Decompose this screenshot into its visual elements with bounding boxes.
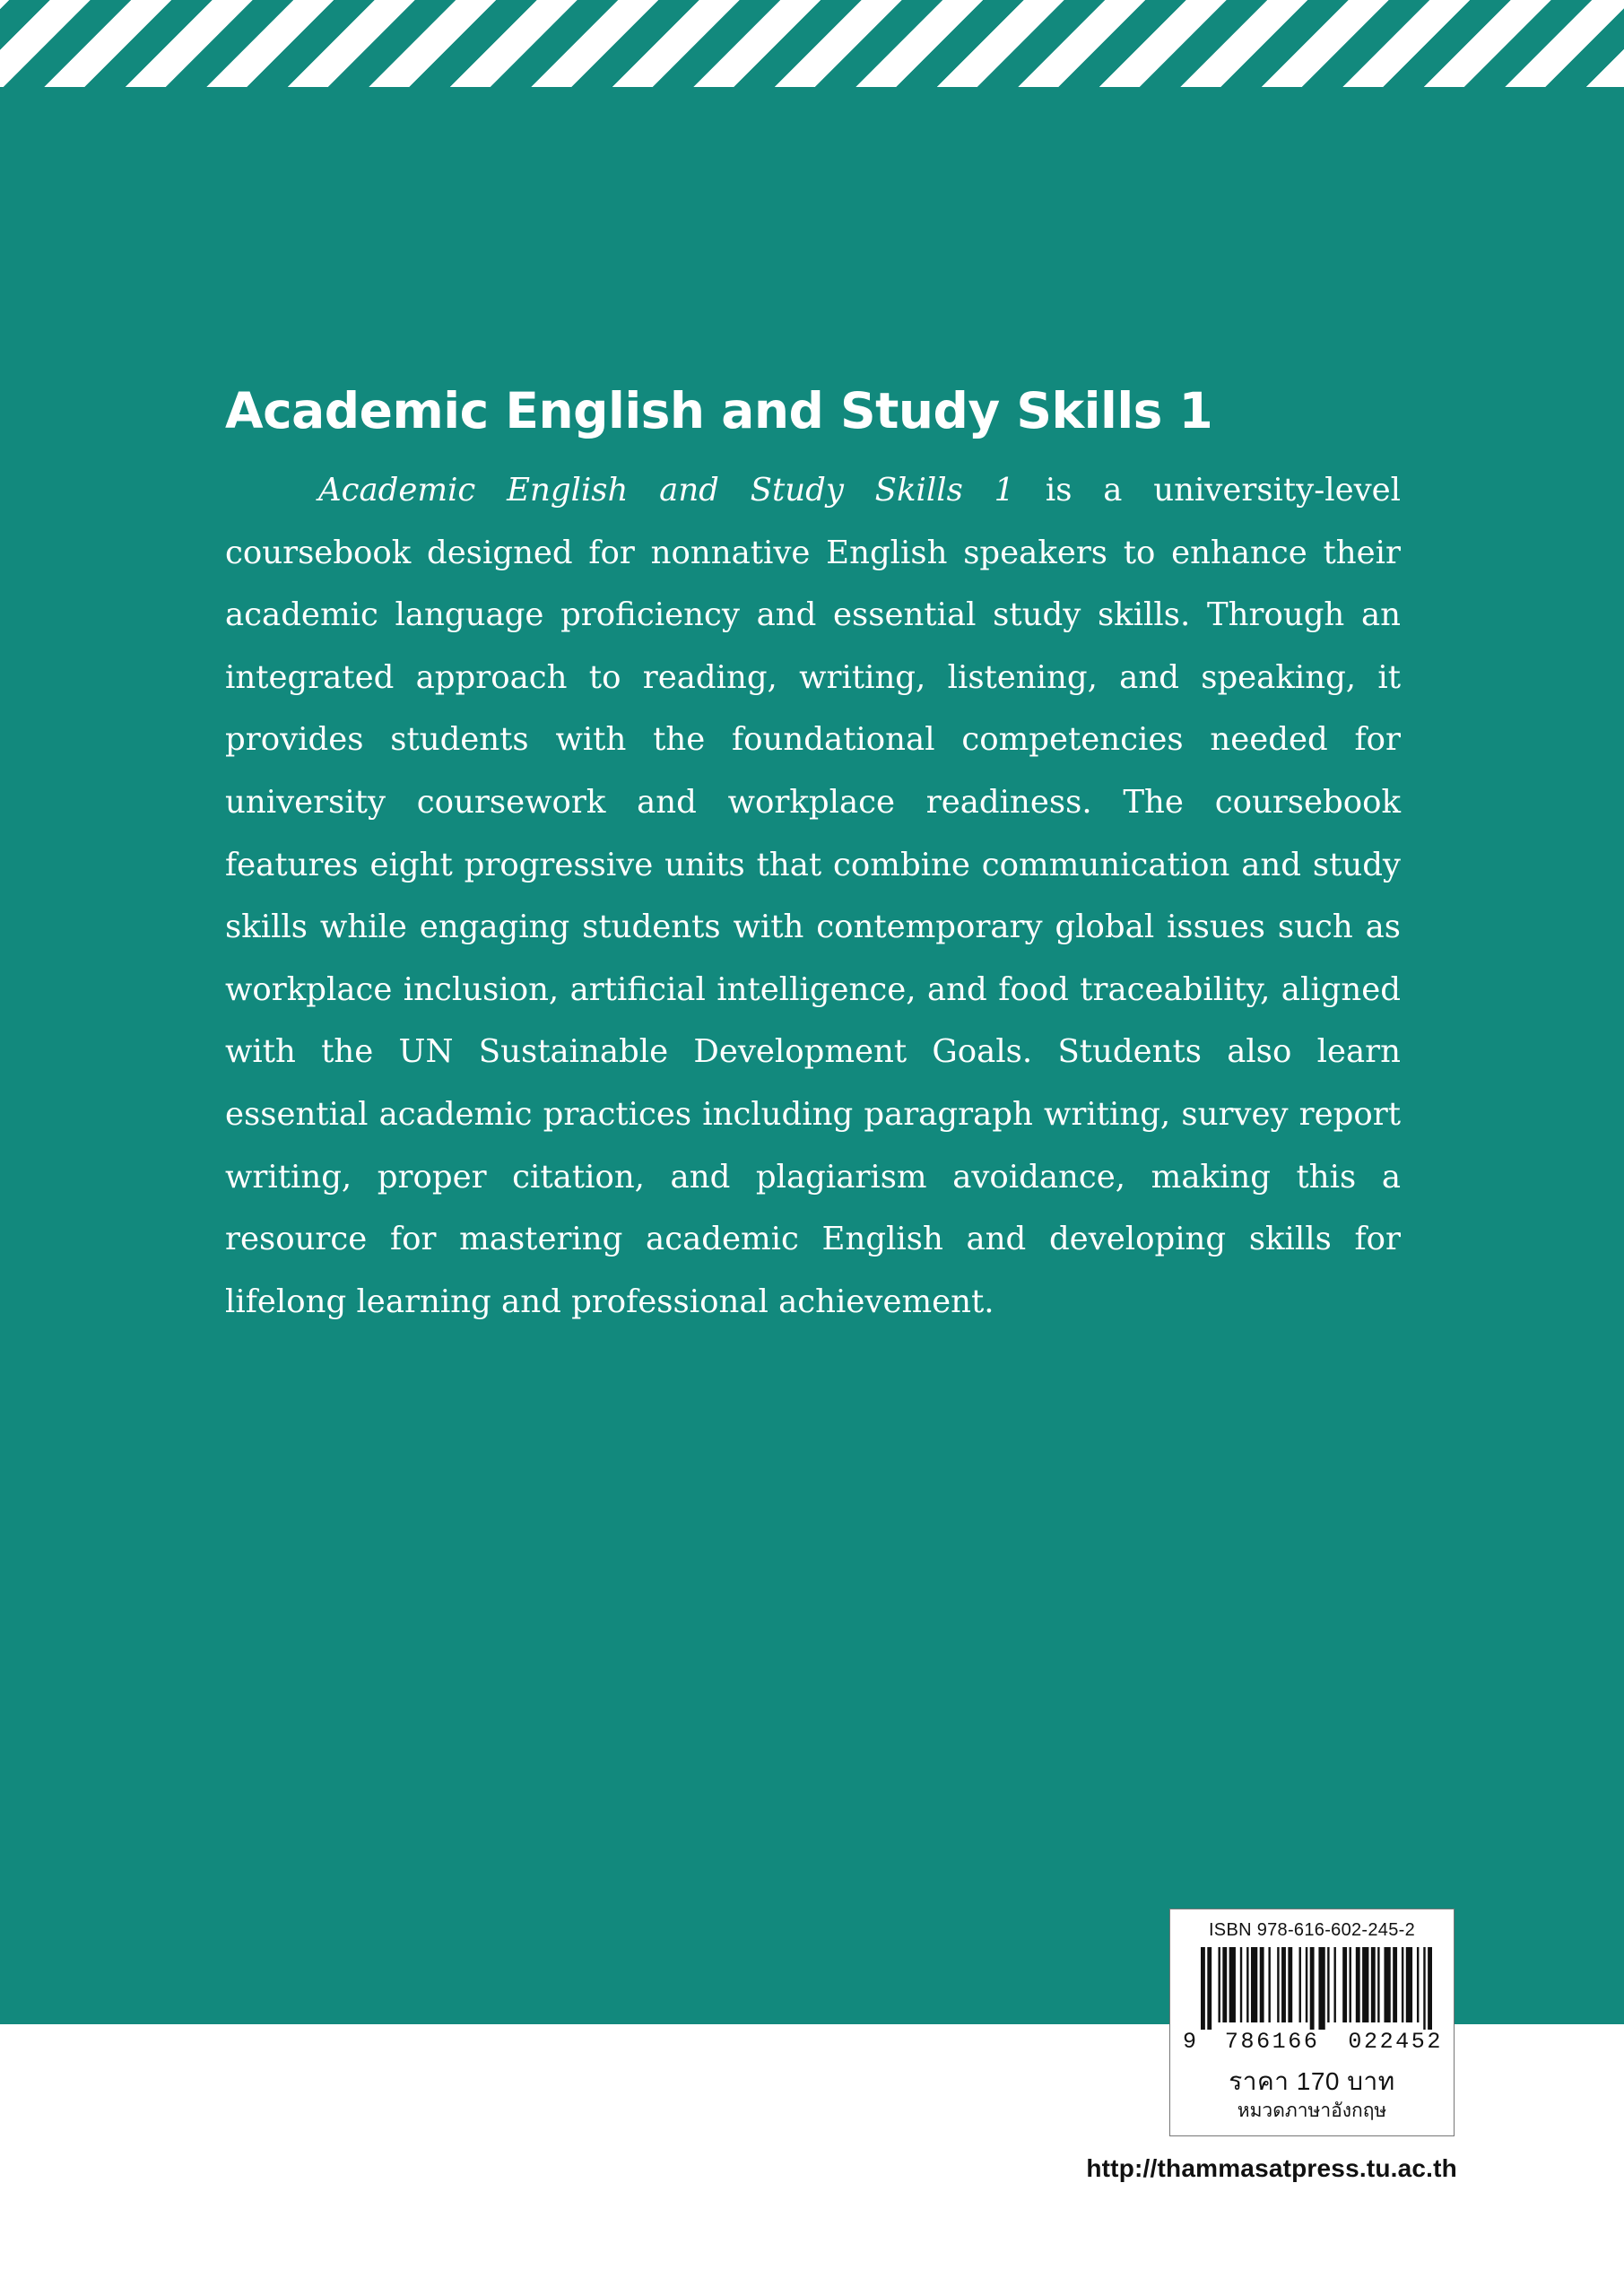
barcode-digits [1183, 2029, 1443, 2055]
barcode-bar [1240, 1947, 1242, 2022]
barcode-icon [1201, 1947, 1432, 2030]
barcode-bar [1277, 1947, 1279, 2022]
description-italic-title: Academic English and Study Skills 1 [318, 472, 1015, 509]
barcode-bar [1371, 1947, 1376, 2022]
barcode-lead-digit: 9 [1183, 2029, 1197, 2055]
barcode-bar [1260, 1947, 1264, 2022]
barcode-bar [1384, 1947, 1390, 2022]
barcode-bar [1281, 1947, 1286, 2022]
barcode-bar [1318, 1947, 1324, 2030]
isbn-label: ISBN 978-616-602-245-2 [1208, 1920, 1416, 1940]
barcode-bar [1222, 1947, 1227, 2022]
barcode-bar [1299, 1947, 1301, 2022]
barcode-digit-group-2: 022452 [1348, 2029, 1443, 2055]
barcode-bar [1342, 1947, 1347, 2022]
diagonal-stripe-band [0, 0, 1624, 90]
cover-text-block [225, 375, 1401, 1333]
category-label: หมวดภาษาอังกฤษ [1237, 2100, 1387, 2121]
description-body: is a university-level coursebook designed for nonnative English speakers to enhance their academic language proficiency and essential study skills. Through an integrated approach to reading, writing, listening, and speaking, it provides students with the foundational competencies needed for university coursework and workplace readiness. The coursebook features eight progressive units that combine communication and study skills while engaging students with contemporary global issues such as workplace inclusion, artificial intelligence, and food traceability, aligned with the UN Sustainable Development Goals. Students also learn essential academic practices including paragraph writing, survey report writing, proper citation, and plagiarism avoidance, making this a resource for mastering academic English and developing skills for lifelong learning and professional achievement. [225, 472, 1401, 1320]
price-label: ราคา 170 บาท [1229, 2067, 1395, 2095]
barcode-bar [1229, 1947, 1236, 2022]
barcode-digit-group-1: 786166 [1224, 2029, 1320, 2055]
barcode-bar [1268, 1947, 1270, 2022]
barcode-bar [1310, 1947, 1315, 2030]
barcode-bar [1423, 1947, 1425, 2030]
barcode-bar [1377, 1947, 1379, 2022]
barcode-bar [1417, 1947, 1419, 2022]
barcode-bar [1393, 1947, 1397, 2022]
barcode-bar [1362, 1947, 1368, 2022]
barcode-bar [1246, 1947, 1248, 2022]
book-description [225, 459, 1401, 1333]
barcode-bar [1327, 1947, 1329, 2022]
barcode-bar [1428, 1947, 1432, 2030]
barcode-bar [1207, 1947, 1211, 2030]
barcode-bar [1356, 1947, 1360, 2022]
barcode-bar [1402, 1947, 1403, 2022]
publisher-website: http://thammasatpress.tu.ac.th [1086, 2154, 1457, 2182]
isbn-barcode-box [1169, 1909, 1455, 2136]
barcode-bar [1306, 1947, 1307, 2022]
barcode-bar [1406, 1947, 1412, 2022]
barcode-bar [1251, 1947, 1257, 2022]
barcode-bar [1201, 1947, 1205, 2030]
barcode-bar [1333, 1947, 1335, 2022]
barcode-bar [1350, 1947, 1351, 2022]
barcode-bar [1288, 1947, 1292, 2022]
book-title: Academic English and Study Skills 1 [225, 382, 1213, 439]
barcode-bar [1218, 1947, 1220, 2022]
